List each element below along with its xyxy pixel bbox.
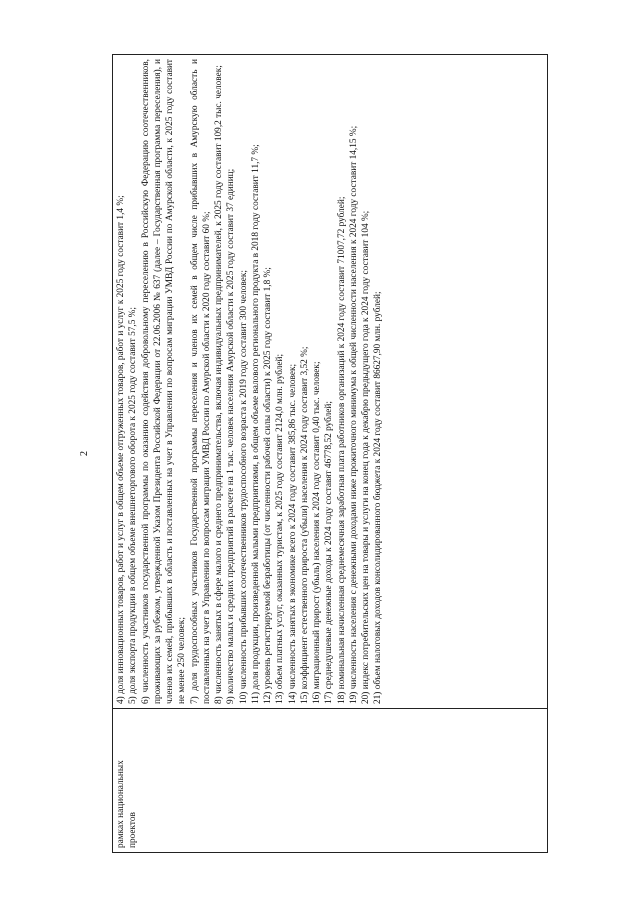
table-row xyxy=(113,55,548,853)
list-item: 20) индекс потребительских цен на товары и услуги на конец года к декабрю предыдущего года к 2024 году составит 104 %; xyxy=(361,210,371,704)
list-item: 13) объем платных услуг, оказанных туристам, к 2025 году составит 2124,0 млн. рублей; xyxy=(275,353,286,704)
list-item: 11) доля продукции, произведенной малыми предприятиями, в общем объеме валового регионального продукта в 2018 году составит 11,7 %; xyxy=(250,144,261,704)
list-item: 4) доля инновационных товаров, работ и услуг в общем объеме отгруженных товаров, работ и услуг к 2025 году составит 1,4 %; xyxy=(116,195,126,704)
list-item: 21) объем налоговых доходов консолидированного бюджета к 2024 году составит 86627,90 млн. рублей; xyxy=(373,291,384,704)
list-item: 10) численность прибывших соотечественников трудоспособного возраста к 2019 году составит 300 человек; xyxy=(238,270,249,704)
list-item: 18) номинальная начисленная среднемесячная заработная плата работников организаций к 2024 году составит 71007,72 рублей; xyxy=(336,196,347,704)
list-item: 17) среднедушевые денежные доходы к 2024 году составят 46778,52 рублей; xyxy=(324,401,335,704)
list-item: 12) уровень регистрируемой безработицы (от численности рабочей силы области) к 2025 году составит 1,8 %; xyxy=(263,267,273,704)
list-item: 6) численность участников государственной программы по оказанию содействия добровольному переселению в Российскую Федерацию соотечественников, проживающих за рубежом, утвержденной Указом Президента Российской Федерации от 22.06.2006 № 637 (далее – Государственная программа переселения), и членов их семей, прибывших в область и поставленных на учет в Управлении по вопросам миграции УМВД России по Амурской области, к 2025 году составит не менее 250 человек; xyxy=(140,59,188,704)
label-line: проектов xyxy=(128,812,139,848)
page-number: 2 xyxy=(79,451,90,456)
list-item: 16) миграционный прирост (убыль) населения к 2024 году составит 0,40 тыс. человек; xyxy=(312,361,322,704)
list-item: 7) доля трудоспособных участников Государственной программы переселения и членов их семей в общем числе прибывших в Амурскую область и поставленных на учет в Управлении по вопросам миграции УМВД России по Амурской области к 2020 году составит 60 %; xyxy=(189,59,212,704)
list-item: 9) количество малых и средних предприятий в расчете на 1 тыс. человек населения Амурской области к 2025 году составит 37 единиц; xyxy=(226,168,237,704)
targets-table xyxy=(112,54,548,853)
label-cell xyxy=(113,709,548,853)
list-item: 19) численность населения с денежными доходами ниже прожиточного минимума к общей численности населения к 2024 году составит 14,15 %; xyxy=(348,125,359,704)
items-cell xyxy=(113,55,548,709)
rotated-table-block xyxy=(112,58,548,853)
list-item: 8) численность занятых в сфере малого и среднего предпринимательства, включая индивидуальных предпринимателей, к 2025 году составит 109,2 тыс. человек; xyxy=(214,65,224,704)
list-item: 15) коэффициент естественного прироста (убыли) населения к 2024 году составит 3,52 %; xyxy=(299,346,310,704)
label-line: рамках национальных xyxy=(116,760,126,848)
list-item: 14) численность занятых в экономике всего к 2024 году составит 385,86 тыс. человек; xyxy=(287,363,298,704)
list-item: 5) доля экспорта продукции в общем объеме внешнеторгового оборота к 2025 году составит 57,5 %; xyxy=(128,306,139,704)
